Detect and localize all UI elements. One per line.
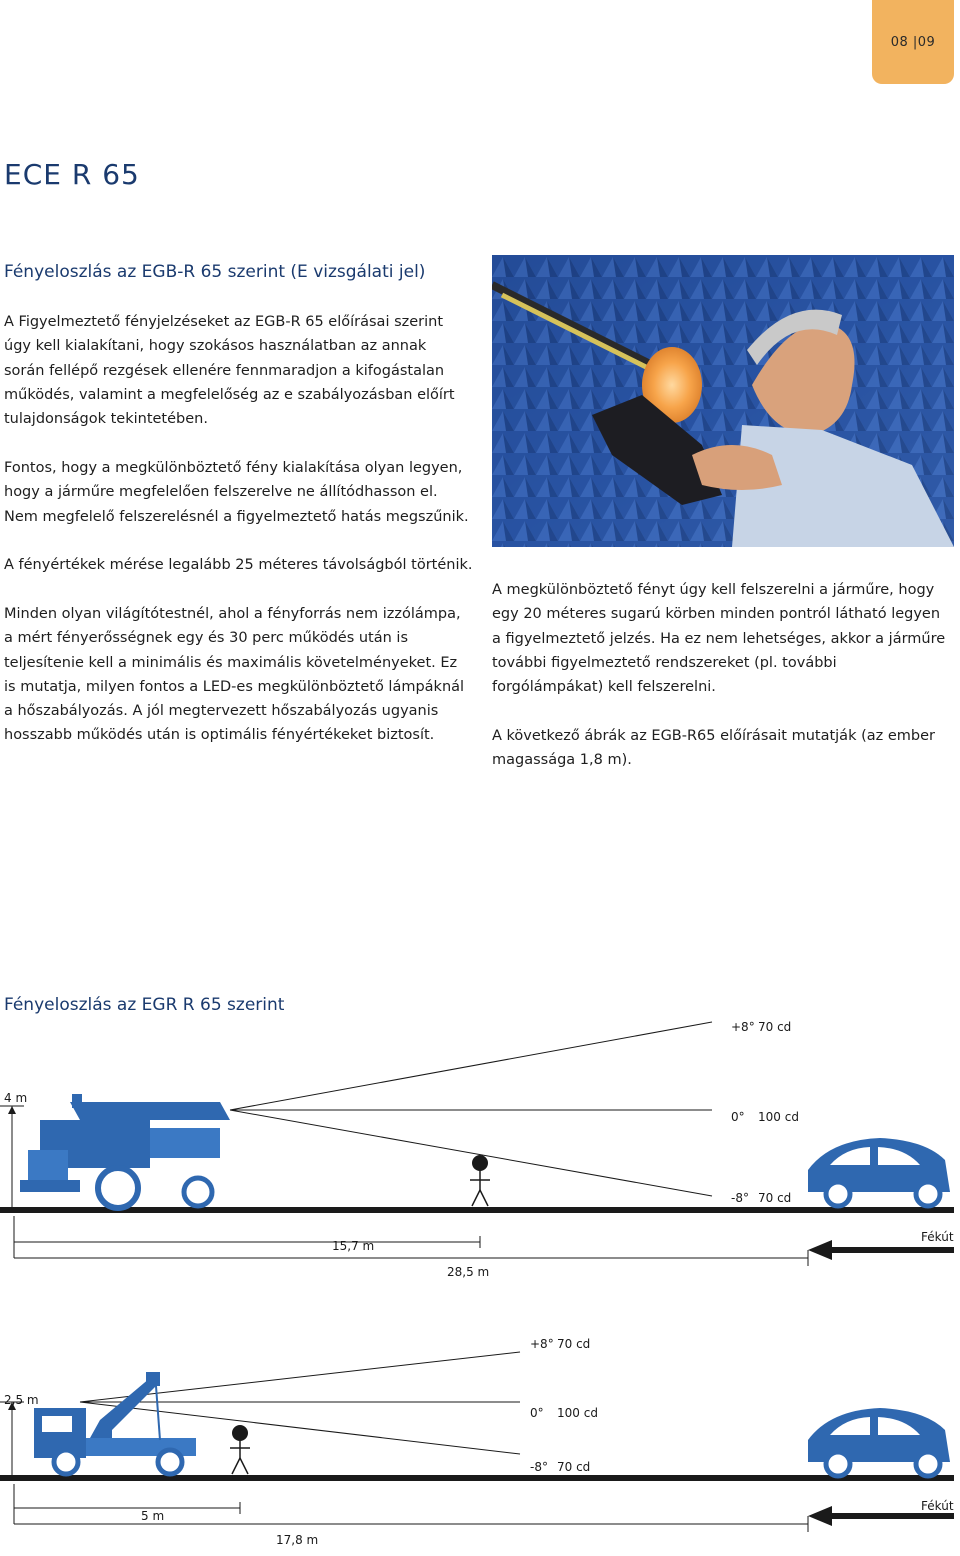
distance-total-label: 17,8 m [276, 1533, 319, 1547]
angle-top-label: +8° [731, 1020, 755, 1034]
distance-person-label: 5 m [141, 1509, 165, 1523]
angle-bottom-label: -8° [731, 1191, 749, 1205]
person-icon [230, 1425, 250, 1474]
angle-top-label: +8° [530, 1337, 554, 1351]
person-icon [470, 1155, 490, 1206]
height-label: 4 m [4, 1091, 28, 1105]
intensity-top-label: 70 cd [557, 1337, 591, 1351]
page-title: ECE R 65 [4, 158, 140, 191]
intensity-mid-label: 100 cd [758, 1110, 799, 1124]
intensity-top-label: 70 cd [758, 1020, 792, 1034]
page-number-badge [872, 0, 954, 84]
paragraph-measurement: A fényértékek mérése legalább 25 méteres távolságból történik. [4, 557, 473, 573]
section-heading-distribution: Fényeloszlás az EGB-R 65 szerint (E vizsgálati jel) [4, 262, 426, 282]
section-heading-egr: Fényeloszlás az EGR R 65 szerint [4, 995, 285, 1015]
paragraph-figures-note: A következő ábrák az EGB-R65 előírásait mutatják (az ember magassága 1,8 m). [492, 728, 935, 769]
paragraph-mounting: Fontos, hogy a megkülönböztető fény kialakítása olyan legyen, hogy a járműre megfelelően felszerelve ne állítódhasson el. Nem megfelelő felszerelésnél a figyelmeztető hatás megszűnik. [4, 460, 469, 525]
combine-harvester-icon [20, 1094, 230, 1208]
distance-total-label: 28,5 m [447, 1265, 490, 1279]
paragraph-requirements: A Figyelmeztető fényjelzéseket az EGB-R 65 előírásai szerint úgy kell kialakítani, hogy szokásos használatban az annak során fellépő rezgések ellenére fennmaradjon a kifogástalan működés, valamint a megfelelőség az e szabályozásban előírt tulajdonságok tekintetében. [4, 314, 455, 428]
angle-bottom-label: -8° [530, 1460, 548, 1474]
tow-truck-icon [34, 1372, 196, 1474]
angle-mid-label: 0° [530, 1406, 544, 1420]
height-label: 2,5 m [4, 1393, 39, 1407]
diagram-towtruck [0, 1330, 960, 1556]
intensity-mid-label: 100 cd [557, 1406, 598, 1420]
paragraph-led-thermal: Minden olyan világítótestnél, ahol a fényforrás nem izzólámpa, a mért fényerősségnek egy és 30 perc működés után is teljesítenie kell a minimális és maximális követelményeket. Ez is mutatja, milyen fontos a LED-es megkülönböztető lámpáknál a hőszabályozás. A jól megtervezett hőszabályozás ugyanis hosszabb működés után is optimális fényértékeket biztosít. [4, 606, 465, 744]
intensity-bottom-label: 70 cd [557, 1460, 591, 1474]
lab-photo [492, 255, 954, 547]
braking-distance-label: Fékút [921, 1499, 954, 1513]
intensity-bottom-label: 70 cd [758, 1191, 792, 1205]
page-number: 08 |09 [890, 34, 936, 50]
diagram-combine [0, 1010, 960, 1294]
distance-person-label: 15,7 m [332, 1239, 375, 1253]
braking-distance-label: Fékút [921, 1230, 954, 1244]
car-icon [808, 1138, 950, 1206]
car-icon [808, 1408, 950, 1476]
paragraph-visibility: A megkülönböztető fényt úgy kell felszerelni a járműre, hogy egy 20 méteres sugarú körben minden pontról látható legyen a figyelmeztető jelzés. Ha ez nem lehetséges, akkor a járműre további figyelmeztető rendszereket (pl. további forgólámpákat) kell felszerelni. [492, 582, 946, 696]
angle-mid-label: 0° [731, 1110, 745, 1124]
